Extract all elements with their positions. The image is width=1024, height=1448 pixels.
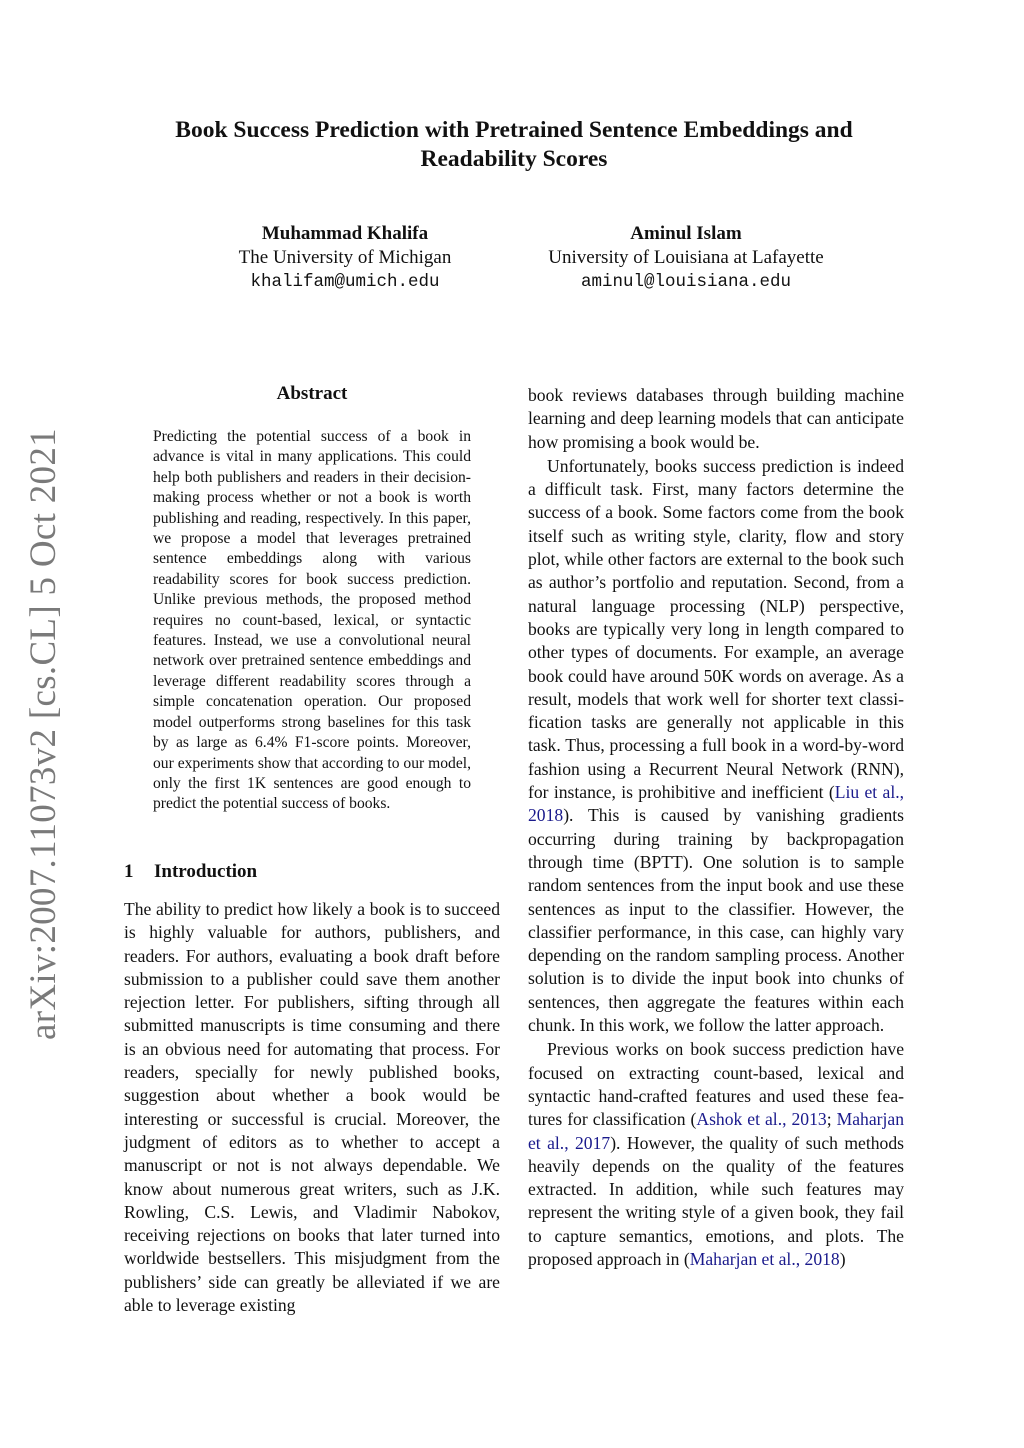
citation-link[interactable]: Maharjan et al., 2018 (689, 1248, 840, 1269)
intro-paragraph-1-continued: book reviews databases through building machine learning and deep learning models that can anticipate how promising a book would be. (528, 385, 904, 452)
intro-paragraph-1: The ability to predict how likely a book is to succeed is highly valuable for authors, publishers, and readers. For authors, evaluating a book draft before submission to a publisher could save them another rejection letter. For publishers, sifting through all submitted manuscripts is time consuming and there is an obvious need for automating that process. For readers, specially for newly published books, suggestion about whether a book would be interesting or successful is crucial. Moreover, the judgment of editors as to whether to accept a manuscript or not is not always dependable. We know about numerous great writers, such as J.K. Rowling, C.S. Lewis, and Vladimir Nabokov, receiving rejections on books that later turned into worldwide bestsellers. This misjudgment from the publishers’ side can greatly be alleviated if we are able to leverage existing (124, 899, 500, 1316)
section-number: 1 (124, 861, 134, 882)
section-heading-introduction (124, 860, 500, 884)
author-affiliation: University of Louisiana at Lafayette (548, 247, 824, 268)
paragraph-text: ). This is caused by vanishing gradients occurring during training by backpropagation through time (BPTT). One solution is to sample random sentences from the input book and use these sentences as input to the classifier. However, the classifier performance, in this case, can highly vary depending on the random sampling process. Another solution is to divide the input book into chunks of sentences, then aggregate the features within each chunk. In this work, we follow the latter approach. (528, 805, 904, 1036)
author-email: khalifam@umich.edu (250, 272, 440, 292)
paper-title (120, 116, 908, 174)
citation-link[interactable]: Liu et al., 2018 (528, 782, 905, 826)
section-title-text: Introduction (154, 861, 258, 882)
right-column-body (528, 384, 904, 1271)
left-column-body (124, 898, 500, 1317)
paper-title-line-1: Book Success Prediction with Pretrained Sentence Embeddings and (175, 117, 853, 143)
intro-paragraph-2 (528, 455, 904, 1037)
paragraph-text: Unfortunately, books success prediction is indeed a difficult task. First, many factors determine the success of a book. Some factors come from the book itself such as writing style, clarity, flow and story plot, while other factors are external to the book such as author’s portfolio and reputation. Second, from a natural language processing (NLP) perspective, books are typically very long in length compared to other types of documents. For example, an average book could have around 50K words on average. As a result, models that work well for shorter text classification tasks are generally not applicable in this task. Thus, processing a full book in a word-by-word fashion using a Recurrent Neural Network (RNN), for instance, is prohibitive and inefficient ( (528, 455, 904, 803)
citation-link[interactable]: Maharjan et al., 2017 (528, 1109, 904, 1153)
abstract-text: Predicting the potential success of a book in advance is vital in many applications. This could help both publishers and readers in their decision-making process whether or not a book is worth publishing and reading, respectively. In this paper, we propose a model that leverages pretrained sentence embeddings along with various readability scores for book success prediction. Unlike previous methods, the proposed method requires no count-based, lexical, or syntactic features. Instead, we use a convolutional neural network over pretrained sentence embeddings and leverage different readability scores through a simple concatenation operation. Our proposed model outperforms strong baselines for this task by as large as 6.4% F1-score points. Moreover, our experiments show that according to our model, only the first 1K sentences are good enough to predict the potential success of books. (153, 428, 471, 813)
author-block-2 (526, 222, 846, 294)
author-name: Muhammad Khalifa (261, 223, 429, 244)
author-name: Aminul Islam (630, 223, 742, 244)
intro-paragraph-3 (528, 1038, 904, 1271)
paragraph-text: ) (839, 1248, 846, 1269)
citation-separator: ; (826, 1109, 837, 1130)
paragraph-text: Previous works on book success prediction have focused on extracting count-based, lexical and syntactic hand-crafted features and used these features for classification ( (528, 1039, 904, 1130)
citation-link[interactable]: Ashok et al., 2013 (696, 1109, 827, 1130)
paragraph-text: ). However, the quality of such methods heavily depends on the quality of the features extracted. In addition, while such features may represent the writing style of a given book, they fail to capture semantics, emotions, and plots. The proposed approach in ( (528, 1132, 904, 1269)
abstract-heading: Abstract (276, 383, 348, 404)
author-email: aminul@louisiana.edu (580, 272, 792, 292)
arxiv-identifier-stamp: arXiv:2007.11073v2 [cs.CL] 5 Oct 2021 (23, 428, 64, 1040)
author-block-1 (190, 222, 500, 294)
author-affiliation: The University of Michigan (238, 247, 452, 268)
paper-title-line-2: Readability Scores (420, 146, 608, 172)
